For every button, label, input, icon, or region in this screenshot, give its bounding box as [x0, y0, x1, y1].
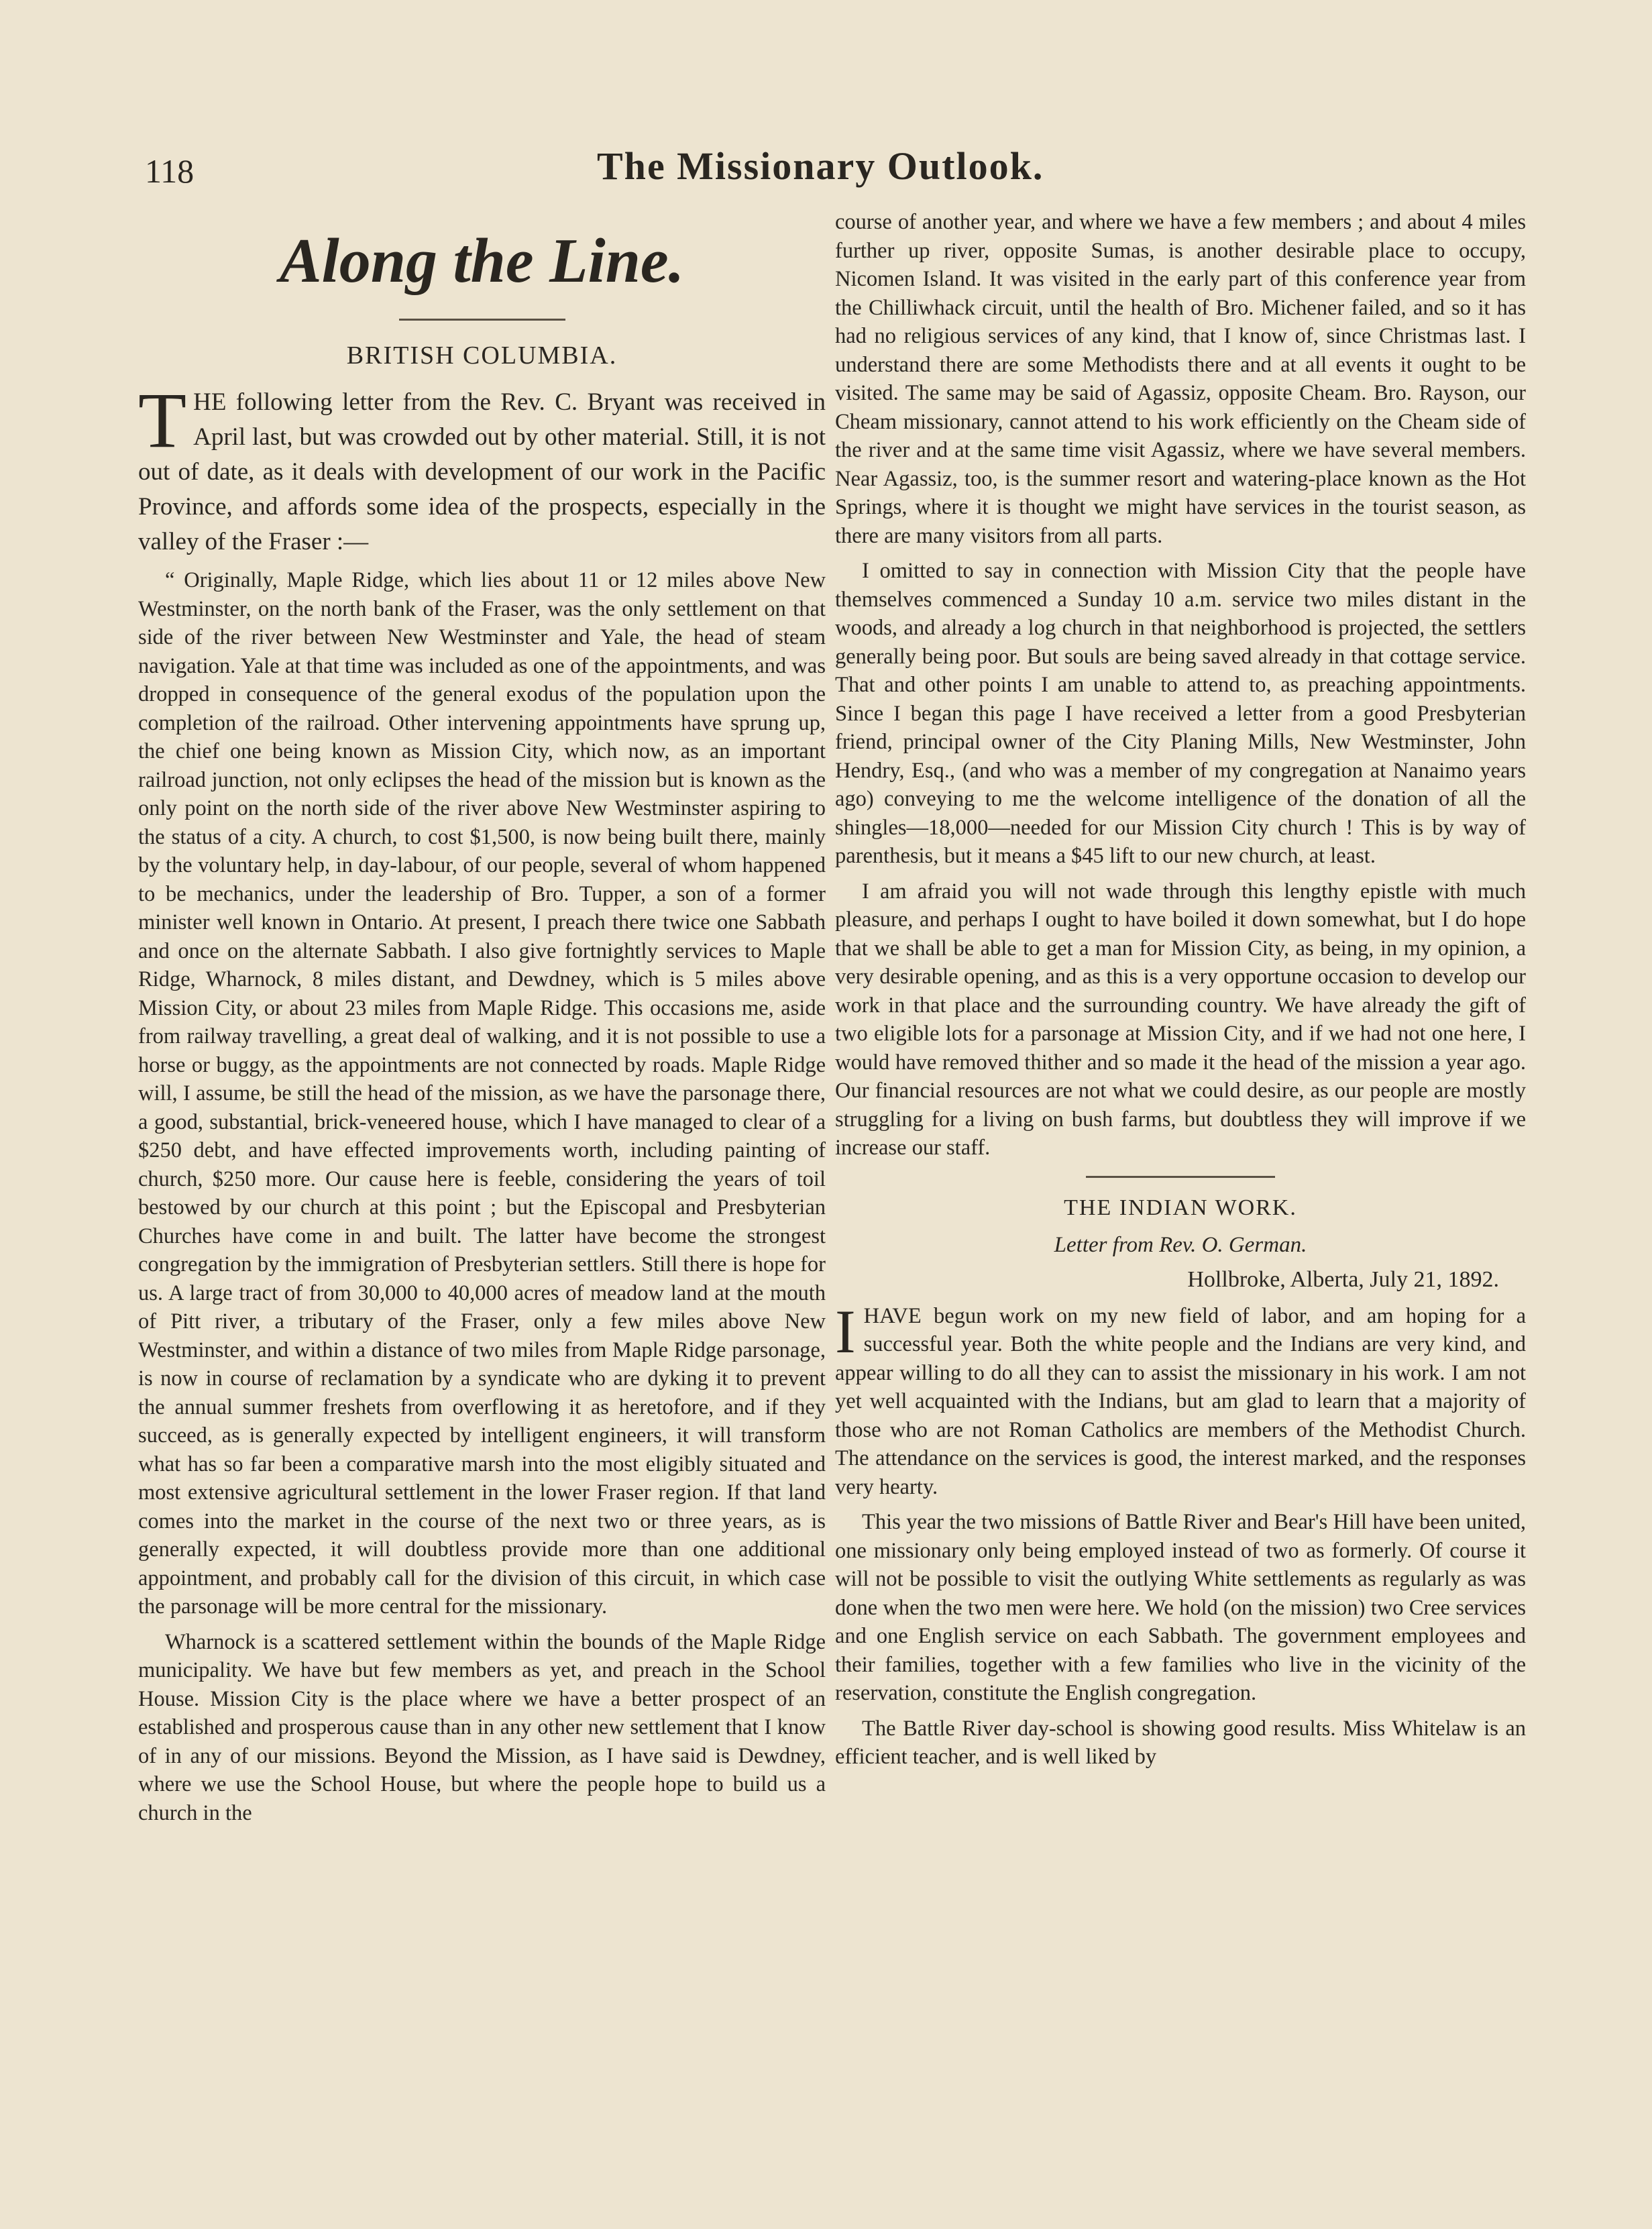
- letter-paragraph: I omitted to say in connection with Mission City that the people have themselves commenced a Sunday 10 a.m. service two miles distant in the woods, and already a log church in that neighborhood is projected, the settlers generally being poor. But souls are being saved already in that cottage service. That and other points I am unable to attend to, as preaching appointments. Since I began this page I have received a letter from a good Presbyterian friend, principal owner of the City Planing Mills, New Westminster, John Hendry, Esq., (and who was a member of my congregation at Nanaimo years ago) conveying to me the welcome intelligence of the donation of all the shingles—18,000—needed for our Mission City church ! This is by way of parenthesis, but it means a $45 lift to our new church, at least.: [835, 559, 1526, 868]
- left-column: [138, 208, 826, 1827]
- running-title: The Missionary Outlook.: [597, 144, 1044, 188]
- section-heading: BRITISH COLUMBIA.: [346, 341, 618, 370]
- section2-heading: THE INDIAN WORK.: [1064, 1195, 1297, 1220]
- indian-work-paragraph: The Battle River day-school is showing good results. Miss Whitelaw is an efficient teacher, and is well liked by: [835, 1716, 1526, 1769]
- letter-paragraph: I am afraid you will not wade through this lengthy epistle with much pleasure, and perhaps I ought to have boiled it down somewhat, but I do hope that we shall be able to get a man for Mission City, as being, in my opinion, a very desirable opening, and as this is a very opportune occasion to develop our work in that place and the surrounding country. We have already the gift of two eligible lots for a parsonage at Mission City, and if we had not one here, I would have removed thither and so made it the head of the mission a year ago. Our financial resources are not what we could desire, as our people are mostly struggling for a living on bush farms, but doubtless they will improve if we increase our staff.: [835, 879, 1526, 1160]
- page-number: 118: [145, 152, 195, 190]
- section2-dateline: Hollbroke, Alberta, July 21, 1892.: [1187, 1266, 1499, 1292]
- title-divider: [399, 319, 565, 321]
- letter-paragraph: “ Originally, Maple Ridge, which lies about 11 or 12 miles above New Westminster, on the north bank of the Fraser, was the only settlement on that side of the river between New Westminster and Yale, the head of steam navigation. Yale at that time was included as one of the appointments, and was dropped in consequence of the general exodus of the population upon the completion of the railroad. Other intervening appointments have sprung up, the chief one being known as Mission City, which now, as an important railroad junction, not only eclipses the head of the mission but is known as the only point on the north side of the river above New Westminster aspiring to the status of a city. A church, to cost $1,500, is now being built there, mainly by the voluntary help, in day-labour, of our people, several of whom happened to be mechanics, under the leadership of Bro. Tupper, a son of a former minister well known in Ontario. At present, I preach there twice one Sabbath and once on the alternate Sabbath. I also give fortnightly services to Maple Ridge, Wharnock, 8 miles distant, and Dewdney, which is 5 miles above Mission City, or about 23 miles from Maple Ridge. This occasions me, aside from railway travelling, a great deal of walking, and it is not possible to use a horse or buggy, as the appointments are not connected by roads. Maple Ridge will, I assume, be still the head of the mission, as we have the parsonage there, a good, substantial, brick-veneered house, which I have managed to clear of a $250 debt, and have effected improvements worth, including painting of church, $250 more. Our cause here is feeble, considering the years of toil bestowed by our church at this point ; but the Episcopal and Presbyterian Churches have come in and built. The latter have become the strongest congregation by the immigration of Presbyterian settlers. Still there is hope for us. A large tract of from 30,000 to 40,000 acres of meadow land at the mouth of Pitt river, a tributary of the Fraser, only a few miles above New Westminster, and within a distance of two miles from Maple Ridge parsonage, is now in course of reclamation by a syndicate who are dyking it to prevent the annual summer freshets from overflowing it as heretofore, and if they succeed, as is generally expected by intelligent engineers, it will transform what has so far been a comparative marsh into the most eligibly situated and most extensive agricultural settlement in the lower Fraser region. If that land comes into the market in the course of the next two or three years, as is generally expected, it will doubtless provide more than one additional appointment, and probably call for the division of this circuit, in which case the parsonage will be more central for the missionary.: [138, 568, 826, 1619]
- letter-paragraph: Wharnock is a scattered settlement within the bounds of the Maple Ridge municipality. We have but few members as yet, and preach in the School House. Mission City is the place where we have a better prospect of an established and prosperous cause than in any other new settlement that I know of in any of our missions. Beyond the Mission, as I have said is Dewdney, where we use the School House, but where the people hope to build us a church in the: [138, 1629, 826, 1825]
- indian-work-text: HAVE begun work on my new field of labor, and am hoping for a successful year. Both the white people and the Indians are very kind, and appear willing to do all they can to assist the missionary in his work. I am not yet well acquainted with the Indians, but am glad to learn that a majority of those who are not Roman Catholics are members of the Methodist Church. The attendance on the services is good, the interest marked, and the responses very hearty.: [835, 1303, 1526, 1499]
- drop-cap: I: [835, 1297, 856, 1366]
- intro-paragraph: [138, 376, 826, 559]
- section-divider: [1086, 1176, 1275, 1178]
- intro-text: HE following letter from the Rev. C. Bryant was received in April last, but was crowded out by other material. Still, it is not out of date, as it deals with development of our work in the Pacific Province, and affords some idea of the prospects, especially in the valley of the Fraser :—: [138, 388, 826, 556]
- indian-work-paragraph: This year the two missions of Battle River and Bear's Hill have been united, one missionary only being employed instead of two as formerly. Of course it will not be possible to visit the outlying White settlements as regularly as was done when the two men were here. We hold (on the mission) two Cree services and one English service on each Sabbath. The government employees and their families, together with a few families who live in the vicinity of the reservation, constitute the English congregation.: [835, 1510, 1526, 1705]
- article-title: Along the Line.: [279, 226, 685, 296]
- section2-byline: Letter from Rev. O. German.: [1054, 1232, 1307, 1257]
- indian-work-paragraph: [835, 1297, 1526, 1502]
- letter-paragraph: course of another year, and where we have a few members ; and about 4 miles further up river, opposite Sumas, is another desirable place to occupy, Nicomen Island. It was visited in the early part of this conference year from the Chilliwhack circuit, until the health of Bro. Michener failed, and so it has had no religious services of any kind, that I know of, since Christmas last. I understand there are some Methodists there and at all events it ought to be visited. The same may be said of Agassiz, opposite Cheam. Bro. Rayson, our Cheam missionary, cannot attend to his work efficiently on the Cheam side of the river and at the same time visit Agassiz, where we have several members. Near Agassiz, too, is the summer resort and watering-place known as the Hot Springs, where it is thought we might have services in the tourist season, as there are many visitors from all parts.: [835, 210, 1526, 548]
- drop-cap: T: [138, 376, 187, 465]
- right-column: [835, 208, 1526, 1772]
